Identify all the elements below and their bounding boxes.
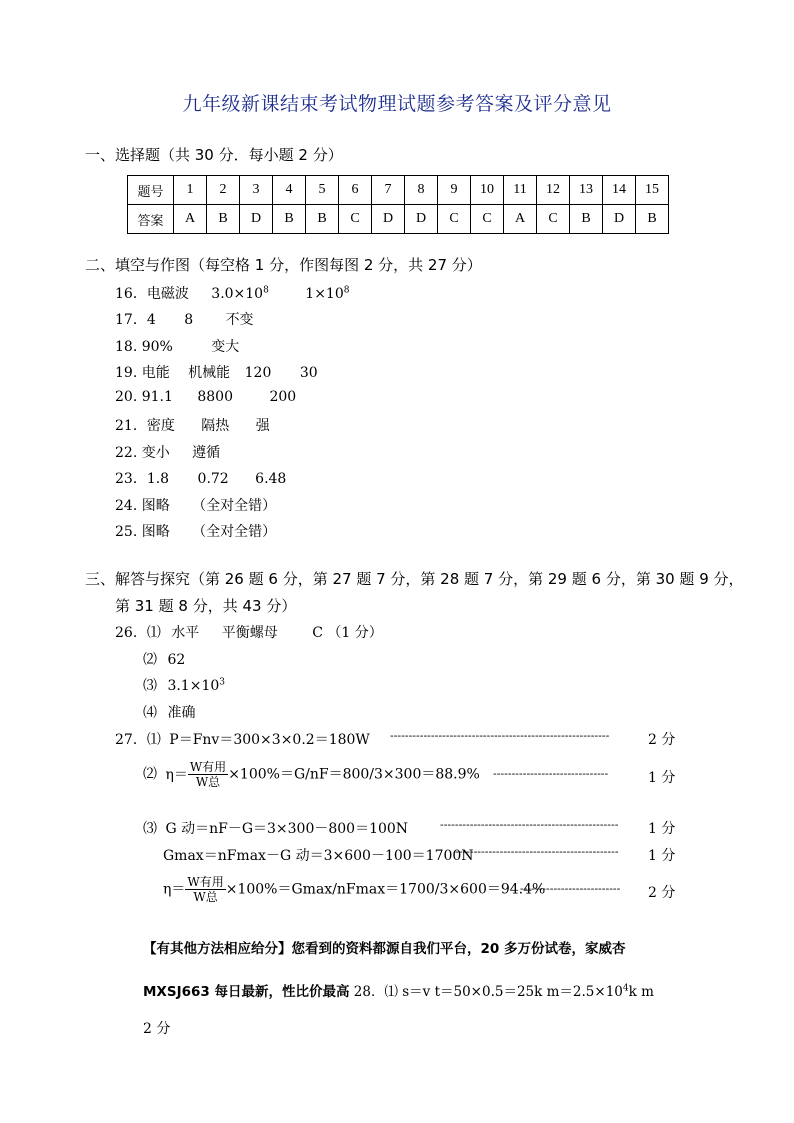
- answer-value: 0.72: [197, 471, 229, 487]
- item-number: 21．密度: [115, 418, 175, 434]
- table-cell: B: [570, 205, 603, 234]
- answer-value: 变大: [211, 339, 240, 355]
- score: 1 分: [648, 770, 676, 786]
- note-line2: [143, 980, 654, 1000]
- note-line1: 【有其他方法相应给分】您看到的资料都源自我们平台，20 多万份试卷，家威杏: [143, 941, 626, 957]
- formula: G 动＝nF－G＝3×300－800＝100N: [165, 821, 409, 837]
- table-cell: 8: [405, 176, 438, 205]
- answer-value: 平衡螺母: [221, 625, 278, 641]
- item-number: 20. 91.1: [115, 389, 173, 405]
- item-25: [115, 521, 276, 541]
- q27-line4: Gmax＝nFmax－G 动＝3×600－100＝1700N: [163, 848, 474, 864]
- table-cell: 6: [339, 176, 372, 205]
- q27-line5: [163, 875, 545, 904]
- answer-value: 8800: [197, 389, 233, 405]
- table-cell: D: [603, 205, 636, 234]
- answer-table: [127, 175, 669, 234]
- item-21: [115, 415, 270, 435]
- q27-line1: [115, 729, 370, 749]
- table-cell: 1: [174, 176, 207, 205]
- promo-text: MXSJ663 每日最新，性比价最高: [143, 984, 350, 1000]
- table-cell: 14: [603, 176, 636, 205]
- table-cell: C: [471, 205, 504, 234]
- answer-value: （全对全错）: [192, 524, 277, 540]
- score: 1 分: [648, 821, 676, 837]
- score: 2 分: [648, 732, 676, 748]
- table-cell: 2: [207, 176, 240, 205]
- answer-value: （全对全错）: [192, 498, 277, 514]
- score: 2 分: [648, 885, 676, 901]
- table-row-answers: [128, 205, 669, 234]
- item-number: 18. 90%: [115, 339, 173, 355]
- dash-leader: -------------------------------: [493, 767, 609, 780]
- dash-leader: ---------------------------: [520, 882, 621, 895]
- section2-heading: 二、填空与作图（每空格 1 分，作图每图 2 分，共 27 分）: [85, 256, 482, 274]
- item-18: [115, 336, 239, 356]
- q26-part2: [143, 649, 185, 669]
- item-17: [115, 309, 254, 329]
- table-cell: B: [207, 205, 240, 234]
- table-cell: B: [306, 205, 339, 234]
- answer-value: 200: [269, 389, 297, 405]
- item-20: [115, 389, 296, 405]
- answer-value: 不变: [225, 312, 254, 328]
- eta: η＝: [165, 766, 188, 783]
- dash-leader: --------------------------------------------: [455, 845, 619, 858]
- dash-leader: -----------------------------------------------------------: [390, 729, 610, 742]
- table-cell: 4: [273, 176, 306, 205]
- answer-value: $1\times 10^8$: [305, 285, 350, 302]
- answer-value: C （1 分）: [312, 625, 383, 641]
- table-cell: D: [240, 205, 273, 234]
- answer-value: 120: [244, 365, 272, 381]
- item-number: 26．⑴: [115, 625, 161, 641]
- section3-heading-line1: 三、解答与探究（第 26 题 6 分，第 27 题 7 分，第 28 题 7 分，第 29 题 6 分，第 30 题 9 分，: [85, 570, 744, 588]
- answer-value: $3.1\times 10^3$: [167, 677, 225, 694]
- formula: ×100%＝G/nF＝800/3×300＝88.9%: [228, 766, 480, 783]
- answer-value: 水平: [171, 625, 200, 641]
- row-label: 题号: [128, 176, 174, 205]
- table-cell: C: [537, 205, 570, 234]
- q28-formula: 28．⑴ s＝v t＝50×0.5＝25k $m=2.5\times 10^4k$ m: [353, 983, 654, 1000]
- item-number: 27．⑴: [115, 732, 161, 748]
- table-cell: B: [273, 205, 306, 234]
- table-cell: 9: [438, 176, 471, 205]
- section1-heading: 一、选择题（共 30 分．每小题 2 分）: [85, 146, 343, 164]
- eta: η＝: [163, 881, 186, 898]
- part-label: ⑶: [143, 678, 157, 694]
- formula: ×100%＝Gmax/nFmax＝1700/3×600＝94.4%: [225, 881, 546, 898]
- q26-part4: [143, 702, 195, 722]
- part-label: ⑵: [143, 652, 157, 668]
- answer-value: 30: [299, 365, 318, 381]
- answer-value: 6.48: [255, 471, 287, 487]
- row-label: 答案: [128, 205, 174, 234]
- answer-value: 强: [255, 418, 270, 434]
- section3-heading-line2: 第 31 题 8 分，共 43 分）: [115, 597, 297, 615]
- q27-line2: [143, 760, 480, 789]
- fraction: $\frac{\text{W有用}}{\text{W总}}$: [189, 760, 227, 789]
- dash-leader: ------------------------------------------------: [440, 818, 619, 831]
- q26-part1: [115, 622, 383, 642]
- table-cell: 3: [240, 176, 273, 205]
- answer-value: 遵循: [192, 445, 221, 461]
- item-16: [115, 283, 349, 303]
- table-cell: A: [504, 205, 537, 234]
- item-number: 22. 变小: [115, 445, 170, 461]
- q27-line3: [143, 818, 408, 838]
- item-23: [115, 468, 286, 488]
- item-number: 16．电磁波: [115, 286, 189, 302]
- item-19: [115, 362, 318, 382]
- score: 1 分: [648, 848, 676, 864]
- table-cell: 7: [372, 176, 405, 205]
- part-label: ⑵: [143, 766, 157, 783]
- table-cell: 13: [570, 176, 603, 205]
- table-cell: 15: [636, 176, 669, 205]
- answer-value: 隔热: [201, 418, 230, 434]
- table-cell: 11: [504, 176, 537, 205]
- part-label: ⑶: [143, 821, 157, 837]
- item-number: 23．1.8: [115, 471, 170, 487]
- answer-value: 8: [184, 312, 194, 328]
- table-row-numbers: [128, 176, 669, 205]
- fraction: $\frac{\text{W有用}}{\text{W总}}$: [187, 875, 224, 904]
- table-cell: A: [174, 205, 207, 234]
- answer-value: $3.0\times 10^8$: [211, 285, 269, 302]
- answer-value: 机械能: [188, 365, 231, 381]
- table-cell: B: [636, 205, 669, 234]
- table-cell: C: [438, 205, 471, 234]
- score: 2 分: [143, 1021, 171, 1037]
- table-cell: C: [339, 205, 372, 234]
- table-cell: 10: [471, 176, 504, 205]
- item-number: 19. 电能: [115, 365, 170, 381]
- item-number: 24. 图略: [115, 498, 170, 514]
- item-22: [115, 442, 220, 462]
- item-number: 17．4: [115, 312, 156, 328]
- table-cell: 12: [537, 176, 570, 205]
- table-cell: 5: [306, 176, 339, 205]
- table-cell: D: [372, 205, 405, 234]
- table-cell: D: [405, 205, 438, 234]
- part-label: ⑷: [143, 705, 157, 721]
- item-24: [115, 495, 276, 515]
- answer-value: 62: [167, 652, 186, 668]
- page-title: 九年级新课结束考试物理试题参考答案及评分意见: [182, 93, 612, 115]
- answer-value: 准确: [167, 705, 196, 721]
- item-number: 25. 图略: [115, 524, 170, 540]
- q26-part3: [143, 675, 225, 695]
- formula: P＝Fnv＝300×3×0.2＝180W: [169, 732, 370, 748]
